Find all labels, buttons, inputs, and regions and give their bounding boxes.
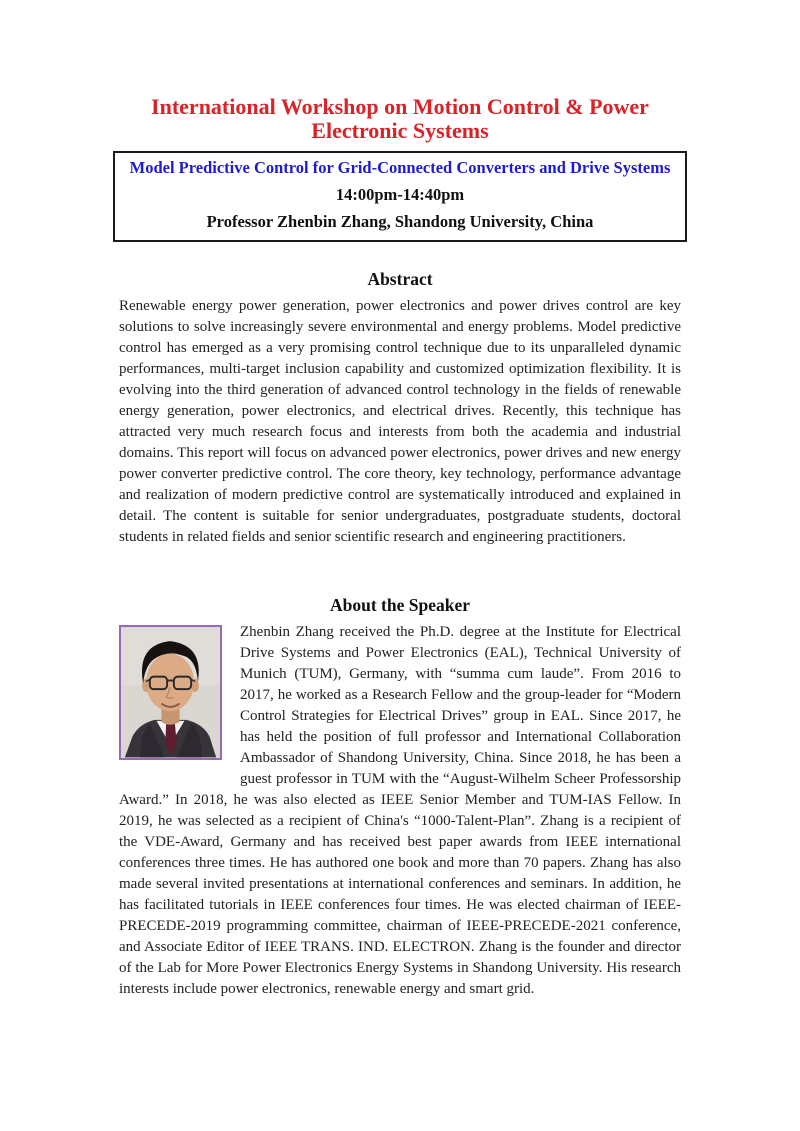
session-title: Model Predictive Control for Grid-Connected Converters and Drive Systems [129,158,671,177]
session-speaker: Professor Zhenbin Zhang, Shandong University, China [206,212,594,231]
speaker-bio-text: Zhenbin Zhang received the Ph.D. degree at the Institute for Electrical Drive Systems and Power Electronics (EAL), Technical University of Munich (TUM), Germany, with “summa cum laude”. From 2016 to 2017, he worked as a Research Fellow and the group-leader for “Modern Control Strategies for Electrical Drives” group in EAL. Since 2017, he has held the position of full professor and International Collaboration Ambassador of Shandong University, China. Since 2018, he has been a guest professor in TUM with the “August-Wilhelm Scheer Professorship Award.” In 2018, he was also elected as IEEE Senior Member and TUM-IAS Fellow. In 2019, he was selected as a recipient of China's “1000-Talent-Plan”. Zhang is a recipient of the VDE-Award, Germany and has received best paper awards from IEEE international conferences three times. He has authored one book and more than 70 papers. Zhang has also made several invited presentations at international conferences and seminars. In addition, he has facilitated tutorials in IEEE conferences four times. He was elected chairman of IEEE-PRECEDE-2019 programming committee, chairman of IEEE-PRECEDE-2021 conference, and Associate Editor of IEEE TRANS. IND. ELECTRON. Zhang is the founder and director of the Lab for More Power Electronics Energy Systems in Shandong University. His research interests include power electronics, renewable energy and smart grid. [119,624,681,997]
speaker-photo [119,625,222,760]
workshop-title-line2: Electronic Systems [311,118,489,143]
workshop-title-line1: International Workshop on Motion Control & Power [151,94,649,119]
speaker-portrait-image [121,627,220,758]
abstract-text: Renewable energy power generation, power electronics and power drives control are key solutions to solve increasingly severe environmental and energy problems. Model predictive control has emerged as a very promising control technique due to its unparalleled dynamic performances, multi-target inclusion capability and customized optimization flexibility. It is evolving into the third generation of advanced control technology in the fields of renewable energy generation, power electronics, and electrical drives. Recently, this technique has attracted very much research focus and interests from both the academia and industrial domains. This report will focus on advanced power electronics, power drives and new energy power converter predictive control. The core theory, key technology, performance advantage and realization of modern predictive control are systematically introduced and explained in detail. The content is suitable for senior undergraduates, postgraduate students, doctoral students in related fields and senior scientific research and engineering practitioners. [119,298,681,545]
session-info-box [113,151,687,242]
abstract-heading: Abstract [367,269,433,289]
speaker-heading: About the Speaker [329,595,470,615]
session-time: 14:00pm-14:40pm [335,185,465,204]
speaker-bio-block [119,622,681,1000]
workshop-title [0,0,800,143]
